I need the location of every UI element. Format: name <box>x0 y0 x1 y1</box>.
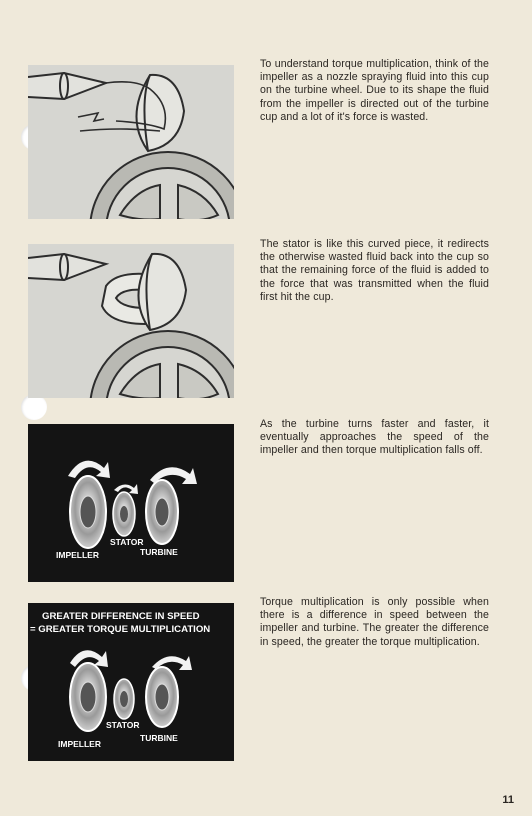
figure-heading-line2: = GREATER TORQUE MULTIPLICATION <box>30 624 211 635</box>
figure-greater-difference <box>28 603 234 761</box>
impeller-label: IMPELLER <box>58 739 101 749</box>
turbine-label: TURBINE <box>140 547 178 557</box>
stator-redirect-illustration <box>28 244 234 398</box>
wheels-illustration <box>28 424 234 582</box>
turbine-label: TURBINE <box>140 733 178 743</box>
figure-stator-redirect <box>28 244 234 398</box>
paragraph-impeller-nozzle: To understand torque multiplication, think of the impeller as a nozzle spraying fluid into this cup on the turbine wheel. Due to its shape the fluid from the impeller is directed out of the turbine cup and a lot of it's force is wasted. <box>260 58 489 123</box>
impeller-label: IMPELLER <box>56 550 99 560</box>
nozzle-cup-illustration <box>28 65 234 219</box>
stator-label: STATOR <box>110 537 144 547</box>
figure-heading-line1: GREATER DIFFERENCE IN SPEED <box>42 611 200 622</box>
figure-impeller-stator-turbine <box>28 424 234 582</box>
paragraph-stator: The stator is like this curved piece, it redirects the otherwise wasted fluid back into the cup so that the remaining force of the fluid is added to the force that was transmitted when the fluid first hit the cup. <box>260 238 489 303</box>
stator-label: STATOR <box>106 720 140 730</box>
page-number: 11 <box>502 794 514 806</box>
paragraph-speed-difference: Torque multiplication is only possible when there is a difference in speed between the impeller and turbine. The greater the difference in speed, the greater the torque multiplication. <box>260 596 489 648</box>
figure-nozzle-cup <box>28 65 234 219</box>
speed-difference-illustration <box>28 603 234 761</box>
paragraph-turbine-speed: As the turbine turns faster and faster, it eventually approaches the speed of the impeller and then torque multiplication falls off. <box>260 418 489 457</box>
